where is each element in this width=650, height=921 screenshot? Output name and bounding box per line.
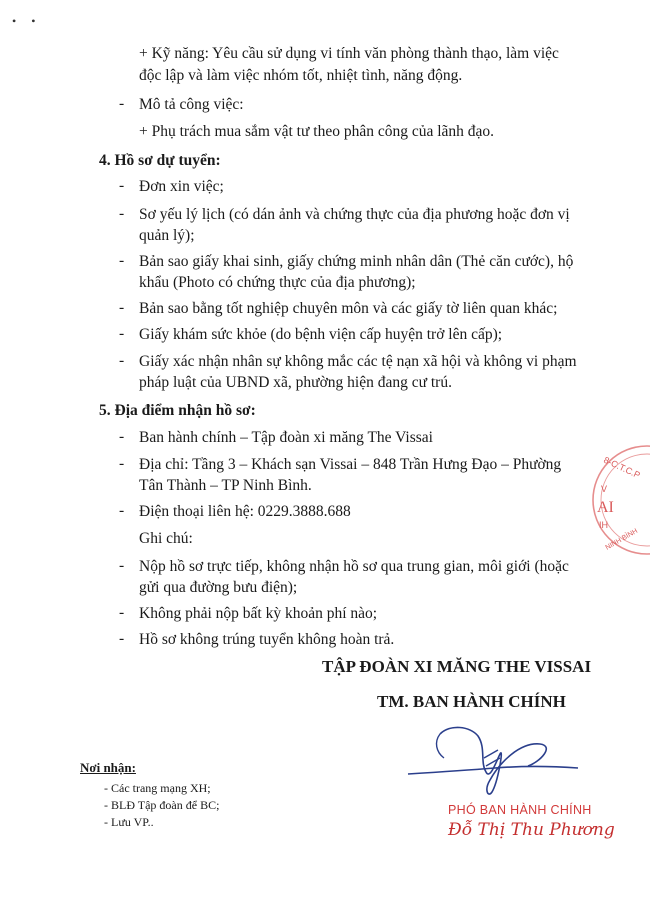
bullet-dash: - xyxy=(119,604,125,621)
recipient-item: - BLĐ Tập đoàn để BC; xyxy=(104,798,220,812)
location-address-1: Địa chỉ: Tầng 3 – Khách sạn Vissai – 848 Trần Hưng Đạo – Phường xyxy=(139,456,562,473)
skills-line-2: độc lập và làm việc nhóm tốt, nhiệt tình, năng động. xyxy=(139,67,463,84)
note-item-no-fee: Không phải nộp bất kỳ khoản phí nào; xyxy=(139,605,378,622)
signature-image xyxy=(400,722,590,802)
bullet-dash: - xyxy=(119,428,125,445)
job-description-label: Mô tả công việc: xyxy=(139,96,244,113)
bullet-dash: - xyxy=(119,502,125,519)
page-marks: • • xyxy=(12,14,42,28)
recipients-title: Nơi nhận: xyxy=(80,760,136,775)
doc-item-conduct-1: Giấy xác nhận nhân sự không mắc các tệ nạn xã hội và không vi phạm xyxy=(139,353,577,370)
section-4-heading: 4. Hồ sơ dự tuyển: xyxy=(99,152,221,169)
location-phone: Điện thoại liên hệ: 0229.3888.688 xyxy=(139,503,351,520)
bullet-dash: - xyxy=(119,95,125,112)
svg-text:IH: IH xyxy=(599,520,608,530)
doc-item-conduct-2: pháp luật của UBND xã, phường hiện đang cư trú. xyxy=(139,374,452,391)
note-item-no-return: Hồ sơ không trúng tuyển không hoàn trả. xyxy=(139,631,395,648)
bullet-dash: - xyxy=(119,252,125,269)
doc-item-diploma: Bản sao bằng tốt nghiệp chuyên môn và các giấy tờ liên quan khác; xyxy=(139,300,558,317)
bullet-dash: - xyxy=(119,455,125,472)
svg-text:8-C.T.C.P: 8-C.T.C.P xyxy=(602,454,642,481)
recipient-item: - Các trang mạng XH; xyxy=(104,781,211,795)
doc-item-birth-cert-1: Bản sao giấy khai sinh, giấy chứng minh nhân dân (Thẻ căn cước), hộ xyxy=(139,253,574,270)
bullet-dash: - xyxy=(119,177,125,194)
bullet-dash: - xyxy=(119,352,125,369)
bullet-dash: - xyxy=(119,299,125,316)
bullet-dash: - xyxy=(119,557,125,574)
doc-item-cv-1: Sơ yếu lý lịch (có dán ảnh và chứng thực của địa phương hoặc đơn vị xyxy=(139,206,570,223)
doc-item-application: Đơn xin việc; xyxy=(139,178,224,195)
location-address-2: Tân Thành – TP Ninh Bình. xyxy=(139,477,312,494)
doc-item-birth-cert-2: khẩu (Photo có chứng thực của địa phương); xyxy=(139,274,416,291)
location-office: Ban hành chính – Tập đoàn xi măng The Vissai xyxy=(139,429,433,446)
organization-name: TẬP ĐOÀN XI MĂNG THE VISSAI xyxy=(322,657,592,676)
signer-title: PHÓ BAN HÀNH CHÍNH xyxy=(448,803,592,817)
on-behalf-title: TM. BAN HÀNH CHÍNH xyxy=(377,692,566,711)
note-item-direct-1: Nộp hồ sơ trực tiếp, không nhận hồ sơ qua trung gian, môi giới (hoặc xyxy=(139,558,569,575)
section-5-heading: 5. Địa điểm nhận hồ sơ: xyxy=(99,402,256,419)
signer-name: Đỗ Thị Thu Phương xyxy=(448,820,615,840)
note-label: Ghi chú: xyxy=(139,530,193,547)
skills-line-1: + Kỹ năng: Yêu cầu sử dụng vi tính văn phòng thành thạo, làm việc xyxy=(139,45,559,62)
svg-text:NINH BÌNH: NINH BÌNH xyxy=(604,527,639,552)
svg-text:V: V xyxy=(601,484,608,494)
bullet-dash: - xyxy=(119,630,125,647)
svg-text:AI: AI xyxy=(597,499,614,516)
doc-item-cv-2: quản lý); xyxy=(139,227,195,244)
bullet-dash: - xyxy=(119,205,125,222)
company-seal xyxy=(585,440,650,560)
note-item-direct-2: gửi qua đường bưu điện); xyxy=(139,579,298,596)
job-description-item: + Phụ trách mua sắm vật tư theo phân công của lãnh đạo. xyxy=(139,123,495,140)
doc-item-health: Giấy khám sức khỏe (do bệnh viện cấp huyện trở lên cấp); xyxy=(139,326,503,343)
recipient-item: - Lưu VP.. xyxy=(104,815,154,829)
bullet-dash: - xyxy=(119,325,125,342)
